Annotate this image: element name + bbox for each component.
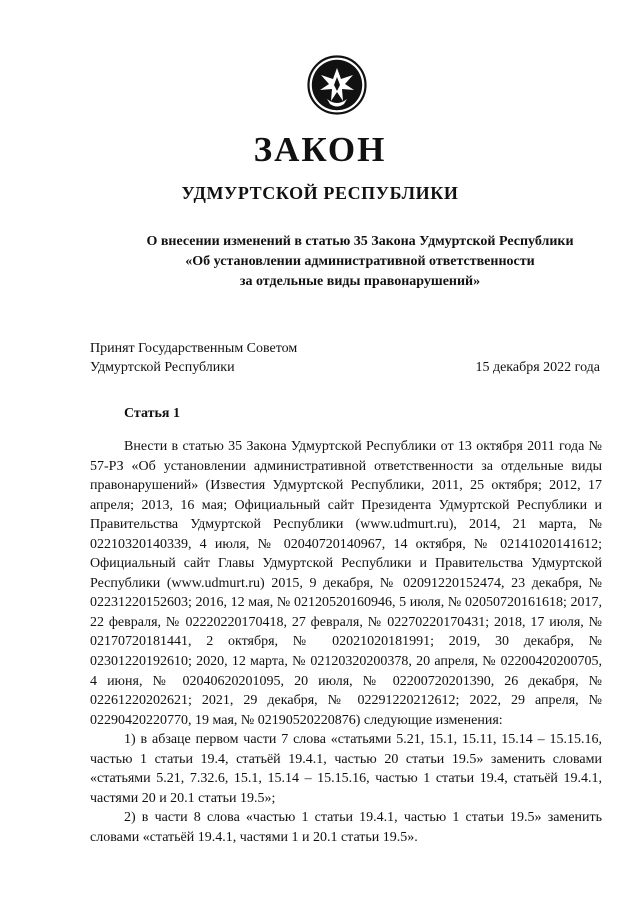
document-title: ЗАКОН — [253, 130, 387, 169]
law-heading-line: за отдельные виды правонарушений» — [239, 274, 481, 289]
coat-of-arms-icon — [307, 55, 367, 115]
law-heading-line: «Об установлении административной ответственности — [185, 254, 535, 269]
article-body — [90, 437, 602, 847]
law-heading — [40, 232, 640, 292]
document-subtitle: УДМУРТСКОЙ РЕСПУБЛИКИ — [181, 183, 459, 203]
article-paragraph: 1) в абзаце первом части 7 слова «статьями 5.21, 15.1, 15.11, 15.14 – 15.15.16, частью 1 статьи 19.4, статьёй 19.4.1, частью 20 статьи 19.5» заменить словами «статьями 5.21, 7.32.6, 15.1, 15.14 – 15.15.16, частью 1 статьи 19.4, статьёй 19.4.1, частями 20 и 20.1 статьи 19.5»; — [90, 732, 602, 806]
adoption-date: 15 декабря 2022 года — [475, 360, 600, 375]
adoption-block — [90, 339, 610, 377]
article-paragraph: Внести в статью 35 Закона Удмуртской Республики от 13 октября 2011 года № 57-РЗ «Об установлении административной ответственности за отдельные виды правонарушений» (Известия Удмуртской Республики, 2011, 25 октября; 2012, 17 апреля; 2013, 16 мая; Официальный сайт Президента Удмуртской Республики и Правительства Удмуртской Республики (www.udmurt.ru), 2014, 21 марта, № 02210320140339, 4 июля, № 02040720140967, 14 октября, № 02141020141612; Официальный сайт Главы Удмуртской Республики и Правительства Удмуртской Республики (www.udmurt.ru) 2015, 9 декабря, № 02091220152474, 23 декабря, № 02231220152603; 2016, 12 мая, № 02120520160946, 5 июля, № 02050720161618; 2017, 22 февраля, № 02220220170418, 27 февраля, № 02270220170431; 2018, 17 июля, № 02170720181441, 2 октября, № 02021020181991; 2019, 30 декабря, № 02301220192610; 2020, 12 марта, № 02120320200378, 20 апреля, № 02200420200705, 4 июня, № 02040620201095, 20 июля, № 02200720201390, 26 декабря, № 02261220202621; 2021, 29 декабря, № 02291220212612; 2022, 29 апреля, № 02290420220770, 19 мая, № 02190520220876) следующие изменения: — [90, 439, 602, 728]
adopted-by-line: Принят Государственным Советом — [90, 341, 298, 356]
article-paragraph: 2) в части 8 слова «частью 1 статьи 19.4.1, частью 1 статьи 19.5» заменить словами «статьёй 19.4.1, частями 1 и 20.1 статьи 19.5». — [90, 810, 602, 845]
article-title: Статья 1 — [124, 406, 180, 421]
law-heading-line: О внесении изменений в статью 35 Закона Удмуртской Республики — [146, 234, 574, 249]
adopted-by-line: Удмуртской Республики — [90, 360, 235, 375]
